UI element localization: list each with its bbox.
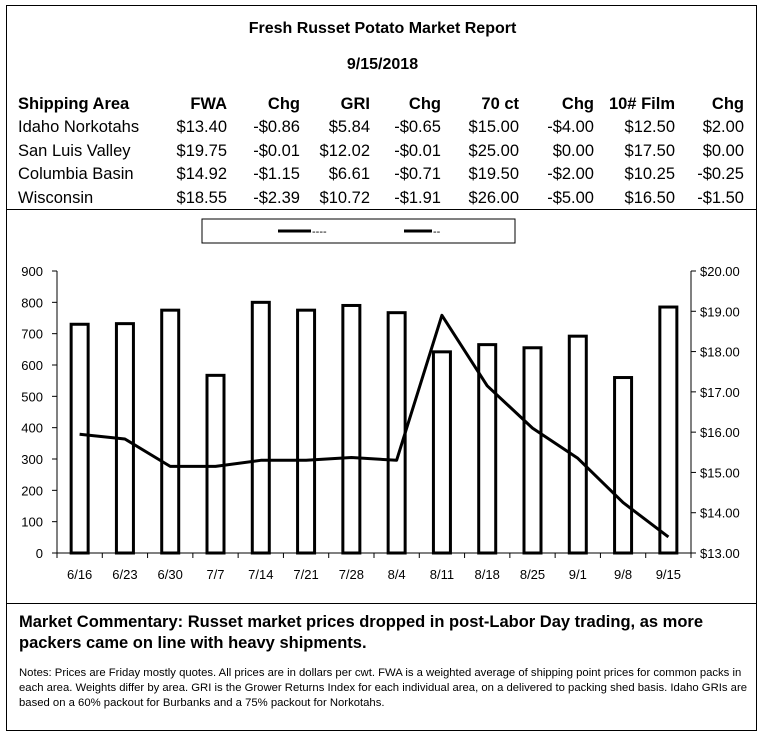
table-cell: -$5.00 [547,188,594,207]
x-tick-label: 8/11 [429,567,455,582]
table-cell: $25.00 [468,141,519,160]
table-cell: $6.61 [328,165,370,184]
bar [615,378,632,553]
table-cell: $12.02 [319,141,370,160]
table-cell: $10.25 [624,165,675,184]
y-tick-label-left: 700 [21,326,43,342]
x-tick-label: 7/28 [338,567,365,582]
table-cell: $14.92 [176,165,227,184]
y-tick-label-left: 900 [21,264,43,279]
col-header: Chg [267,95,300,113]
table-cell: $17.50 [624,141,675,160]
chart-divider [6,603,757,604]
x-tick-label: 7/14 [248,567,274,582]
bar [569,336,586,553]
bar [343,305,360,553]
bar [524,348,541,553]
table-cell: $12.50 [624,118,675,137]
bar [252,302,269,553]
x-tick-label: 7/21 [293,567,319,582]
table-cell: Wisconsin [18,188,94,207]
x-tick-label: 6/16 [66,567,93,582]
x-tick-label: 9/15 [655,567,682,582]
table-cell: $19.75 [176,141,227,160]
x-tick-label: 8/4 [387,567,406,582]
x-tick-label: 8/25 [519,567,546,582]
table-cell: $18.55 [176,188,227,207]
table-cell: $0.00 [702,141,744,160]
table-cell: $26.00 [468,188,519,207]
bar [298,310,315,553]
y-tick-label-left: 500 [21,389,43,405]
table-cell: -$0.71 [394,165,441,184]
table-cell: $16.50 [624,188,675,207]
col-header: 70 ct [481,95,519,113]
y-tick-label-right: $14.00 [700,505,740,521]
table-cell: $5.84 [328,118,370,137]
y-tick-label-right: $15.00 [700,465,740,481]
report-date: 9/15/2018 [346,56,419,73]
col-header: Chg [711,95,744,113]
col-header: GRI [340,95,370,113]
bar [388,313,405,553]
plot-area [21,264,739,582]
bar [660,307,677,553]
x-tick-label: 6/23 [112,567,138,582]
col-header: Shipping Area [18,95,130,113]
legend-label-line: -- [433,226,441,238]
x-tick-label: 7/7 [206,567,225,582]
table-cell: San Luis Valley [18,141,131,160]
y-tick-label-right: $13.00 [700,546,740,561]
table-cell: -$0.65 [394,118,441,137]
table-cell: -$2.39 [253,188,300,207]
table-cell: $2.00 [702,118,744,137]
y-tick-label-right: $19.00 [700,304,740,320]
x-tick-label: 9/8 [614,567,633,582]
bar [433,352,450,553]
report-title: Fresh Russet Potato Market Report [248,20,517,37]
y-tick-label-right: $20.00 [700,264,740,279]
y-tick-label-left: 800 [21,295,43,311]
market-commentary: Market Commentary: Russet market prices dropped in post-Labor Day trading, as more packers came on line with heavy shipments. [19,613,704,652]
table-cell: -$0.25 [697,165,744,184]
table-cell: -$2.00 [547,165,594,184]
table-cell: $15.00 [468,118,519,137]
table-cell: -$0.01 [394,141,441,160]
col-header: Chg [561,95,594,113]
table-cell: -$0.86 [253,118,300,137]
y-tick-label-left: 100 [21,514,43,530]
table-cell: -$4.00 [547,118,594,137]
y-tick-label-right: $17.00 [700,384,740,400]
table-cell: $10.72 [319,188,370,207]
table-cell: $0.00 [552,141,594,160]
x-tick-label: 8/18 [474,567,500,582]
bar [71,324,88,553]
col-header: 10# Film [608,95,675,113]
table-cell: -$1.15 [253,165,300,184]
x-tick-label: 9/1 [568,567,587,582]
table-cell: $19.50 [468,165,519,184]
y-tick-label-left: 300 [21,452,43,467]
y-tick-label-right: $16.00 [700,425,740,441]
report-notes: Notes: Prices are Friday mostly quotes. All prices are in dollars per cwt. FWA is a weighted average of shipping point prices for common packs in each area. Weights differ by area. GRI is the Grower Returns Index for each individual area, on a delivered to packing shed basis. Idaho GRIs are based on a 60% packout for Burbanks and a 75% packout for Norkotahs. [19,667,747,709]
bar [162,310,179,553]
table-cell: -$0.01 [253,141,300,160]
y-tick-label-left: 600 [21,358,43,373]
y-tick-label-left: 200 [21,483,43,499]
table-cell: Idaho Norkotahs [18,118,140,137]
col-header: Chg [408,95,441,113]
chart-legend [202,219,515,243]
y-tick-label-right: $18.00 [700,344,740,360]
table-cell: -$1.91 [394,188,441,207]
x-tick-label: 6/30 [157,567,183,582]
table-cell: -$1.50 [697,188,744,207]
table-cell: Columbia Basin [18,165,134,184]
col-header: FWA [190,95,227,113]
legend-label-bars: ---- [312,226,327,238]
y-tick-label-left: 0 [35,546,43,561]
legend-box [202,219,515,243]
y-tick-label-left: 400 [21,420,43,436]
table-cell: $13.40 [176,118,227,137]
